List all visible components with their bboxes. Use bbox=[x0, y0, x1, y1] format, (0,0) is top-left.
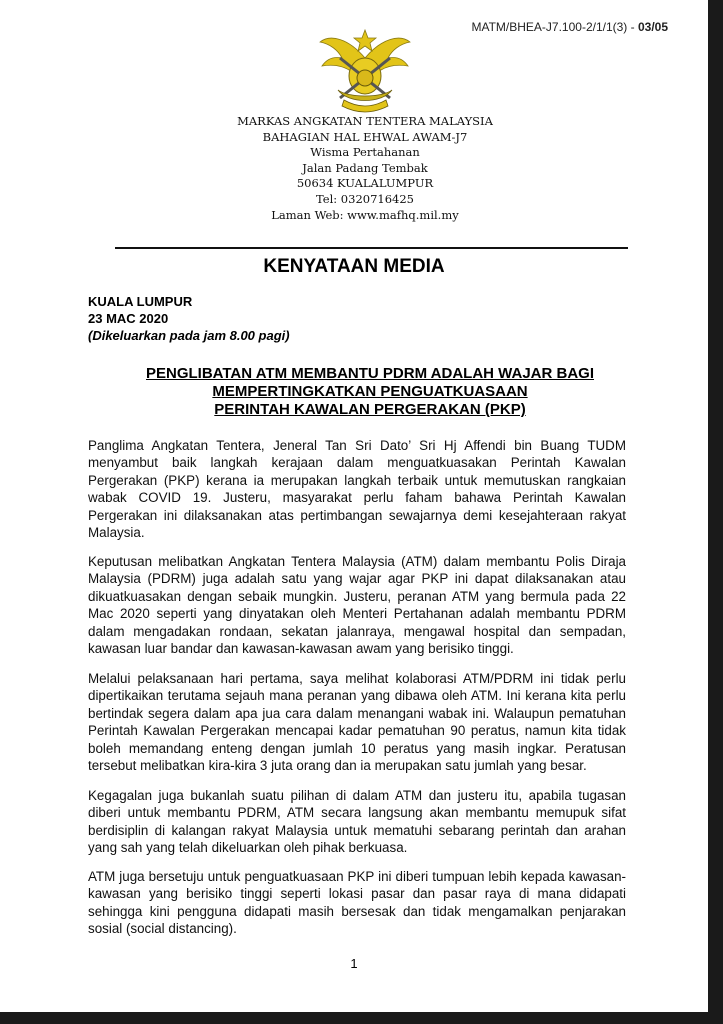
reference-number bbox=[471, 20, 668, 34]
dateline-date: 23 MAC 2020 bbox=[88, 311, 169, 326]
letterhead-building: Wisma Pertahanan bbox=[310, 145, 420, 160]
header-divider bbox=[115, 247, 628, 249]
letterhead bbox=[160, 114, 570, 223]
body-paragraph-4: Kegagalan juga bukanlah suatu pilihan di dalam ATM dan justeru itu, apabila tugasan diberi untuk membantu PDRM, ATM secara langsung akan membantu memupuk sifat berdisiplin di kalangan rakyat Malaysia untuk mematuhi sebarang perintah dan arahan yang sah yang telah dikeluarkan oleh pihak berkuasa. bbox=[88, 788, 626, 856]
body-paragraph-5: ATM juga bersetuju untuk penguatkuasaan PKP ini diberi tumpuan lebih kepada kawasan-kawasan yang berisiko tinggi seperti lokasi pasar dan pasar raya di mana didapati sehingga kini pengguna didapati masih bersesak dan tidak mengamalkan penjarakan sosial (social distancing). bbox=[88, 869, 626, 937]
document-title: KENYATAAN MEDIA bbox=[263, 256, 445, 277]
page-number: 1 bbox=[350, 956, 358, 971]
reference-code: MATM/BHEA-J7.100-2/1/1(3) - bbox=[471, 20, 638, 34]
body-paragraph-2: Keputusan melibatkan Angkatan Tentera Malaysia (ATM) dalam membantu Polis Diraja Malaysia (PDRM) juga adalah satu yang wajar agar PKP ini dapat dilaksanakan atau dikuatkuasakan dengan sebaik mungkin. Justeru, peranan ATM yang bermula pada 22 Mac 2020 seperti yang dinyatakan oleh Menteri Pertahanan adalah membantu PDRM dalam mengadakan rondaan, sekatan jalanraya, mengawal hospital dan sempadan, kawasan luar bandar dan kawasan-kawasan awam yang berisiko tinggi. bbox=[88, 554, 626, 657]
letterhead-organisation: MARKAS ANGKATAN TENTERA MALAYSIA bbox=[237, 114, 493, 128]
reference-page: 03/05 bbox=[637, 20, 668, 34]
letterhead-division: BAHAGIAN HAL EHWAL AWAM-J7 bbox=[262, 129, 468, 144]
malaysian-armed-forces-crest-icon bbox=[318, 28, 412, 114]
dateline-place: KUALA LUMPUR bbox=[88, 294, 193, 309]
headline-line-3: PERINTAH KAWALAN PERGERAKAN (PKP) bbox=[214, 401, 526, 418]
body-paragraph-3: Melalui pelaksanaan hari pertama, saya melihat kolaborasi ATM/PDRM ini tidak perlu dipertikaikan terutama sejauh mana peranan yang dibawa oleh ATM. Ini kerana kita perlu bertindak segera dalam apa jua cara dalam menangani wabak ini. Walaupun pematuhan Perintah Kawalan Pergerakan mencapai kadar pematuhan 90 peratus, namun kita tidak boleh memandang enteng dengan jumlah 10 peratus yang masih ingkar. Peratusan tersebut melibatkan kira-kira 3 juta orang dan ia merupakan satu jumlah yang besar. bbox=[88, 671, 626, 774]
letterhead-street: Jalan Padang Tembak bbox=[302, 160, 428, 175]
headline-line-1: PENGLIBATAN ATM MEMBANTU PDRM ADALAH WAJAR BAGI bbox=[145, 365, 595, 382]
dateline-issued-time: (Dikeluarkan pada jam 8.00 pagi) bbox=[88, 328, 290, 343]
body-paragraph-1: Panglima Angkatan Tentera, Jeneral Tan Sri Dato’ Sri Hj Affendi bin Buang TUDM menyambut baik langkah kerajaan dalam menguatkuasakan Perintah Kawalan Pergerakan (PKP) kerana ia merupakan langkah terbaik untuk memutuskan rangkaian wabak COVID 19. Justeru, masyarakat perlu faham bahawa Perintah Kawalan Pergerakan ini dilaksanakan atas pertimbangan sewajarnya demi kesejahteraan rakyat Malaysia. bbox=[88, 438, 626, 541]
letterhead-telephone: Tel: 0320716425 bbox=[316, 191, 414, 206]
letterhead-website: Laman Web: www.mafhq.mil.my bbox=[271, 207, 459, 222]
headline-line-2: MEMPERTINGKATKAN PENGUATKUASAAN bbox=[212, 383, 528, 400]
headline bbox=[70, 365, 670, 419]
dateline bbox=[88, 293, 290, 344]
letterhead-postcode-city: 50634 KUALALUMPUR bbox=[296, 176, 434, 191]
